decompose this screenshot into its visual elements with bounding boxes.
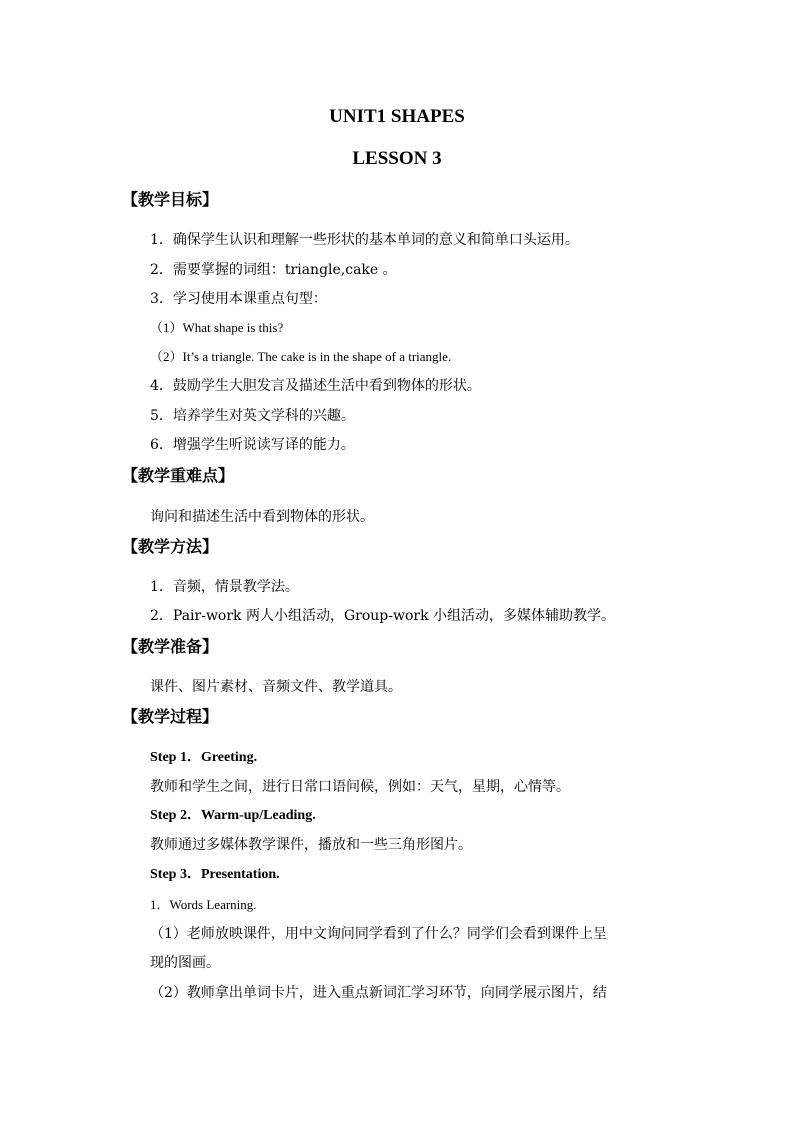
objective-item: 4．鼓励学生大胆发言及描述生活中看到物体的形状。 bbox=[150, 378, 481, 394]
step-3-paragraph: 现的图画。 bbox=[150, 955, 220, 971]
lesson-title: LESSON 3 bbox=[352, 148, 442, 169]
objective-item: 3．学习使用本课重点句型： bbox=[150, 291, 327, 307]
step-1-title: Step 1．Greeting. bbox=[150, 750, 258, 765]
step-2-text: 教师通过多媒体教学课件，播放和一些三角形图片。 bbox=[150, 837, 472, 853]
heading-process: 【教学过程】 bbox=[122, 707, 219, 726]
objective-item: 6．增强学生听说读写译的能力。 bbox=[150, 437, 355, 453]
objective-item: 1．确保学生认识和理解一些形状的基本单词的意义和简单口头运用。 bbox=[150, 232, 579, 248]
step-2-title: Step 2．Warm-up/Leading. bbox=[150, 808, 316, 823]
objective-item: 5．培养学生对英文学科的兴趣。 bbox=[150, 408, 355, 424]
objective-sentence: （1）What shape is this? bbox=[150, 320, 284, 335]
step-3-paragraph: （2）教师拿出单词卡片，进入重点新词汇学习环节，向同学展示图片，结 bbox=[150, 985, 607, 1001]
method-item: 2．Pair-work 两人小组活动，Group-work 小组活动，多媒体辅助教学。 bbox=[150, 608, 616, 624]
heading-preparation: 【教学准备】 bbox=[122, 637, 219, 656]
method-item: 1．音频，情景教学法。 bbox=[150, 579, 299, 595]
preparation-text: 课件、图片素材、音频文件、教学道具。 bbox=[150, 679, 402, 695]
document-title: UNIT1 SHAPES bbox=[329, 106, 465, 127]
step-3-title: Step 3．Presentation. bbox=[150, 867, 280, 882]
key-points-text: 询问和描述生活中看到物体的形状。 bbox=[150, 509, 374, 525]
objective-item: 2．需要掌握的词组：triangle,cake 。 bbox=[150, 262, 397, 278]
heading-key-points: 【教学重难点】 bbox=[122, 466, 235, 485]
step-3-subheading: 1．Words Learning. bbox=[150, 897, 257, 912]
objective-sentence: （2）It’s a triangle. The cake is in the shape of a triangle. bbox=[150, 349, 452, 364]
heading-objectives: 【教学目标】 bbox=[122, 190, 219, 209]
step-3-paragraph: （1）老师放映课件，用中文询问同学看到了什么？同学们会看到课件上呈 bbox=[150, 926, 607, 942]
step-1-text: 教师和学生之间，进行日常口语问候，例如：天气，星期，心情等。 bbox=[150, 779, 570, 795]
heading-methods: 【教学方法】 bbox=[122, 537, 219, 556]
